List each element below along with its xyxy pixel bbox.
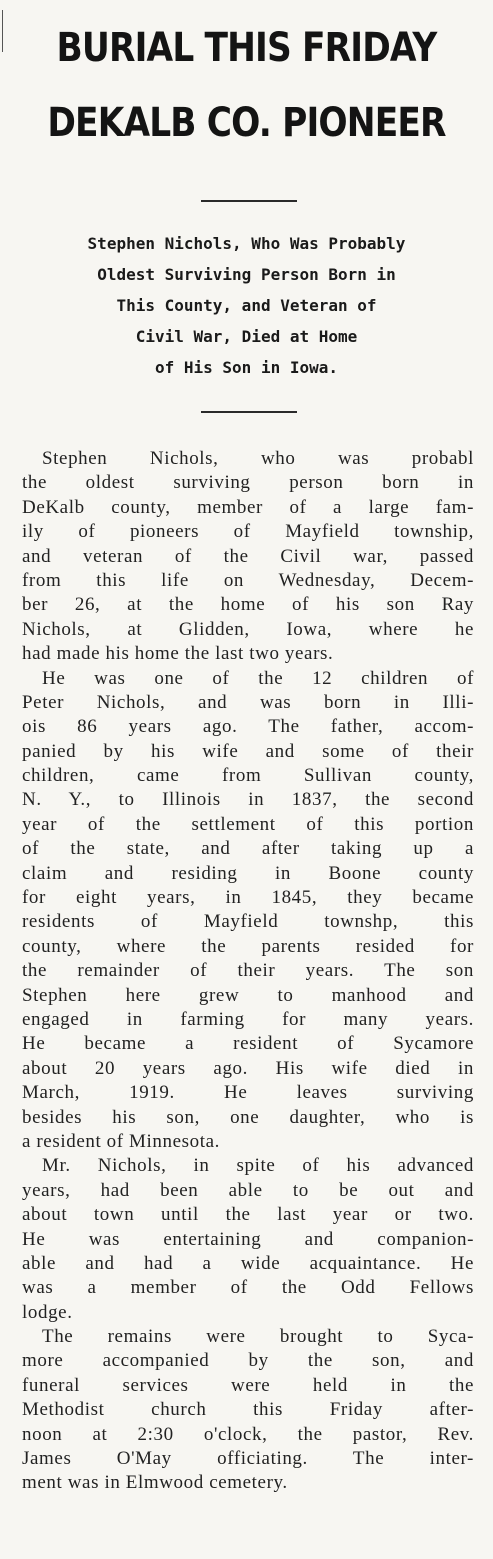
article-line: engaged in farming for many years. — [22, 1008, 474, 1030]
article-line: children, came from Sullivan county, — [22, 765, 474, 787]
deck-line: Stephen Nichols, Who Was Probably — [87, 234, 406, 253]
article-line: Peter Nichols, and was born in Illi- — [22, 691, 474, 713]
article-line: funeral services were held in the — [22, 1374, 474, 1396]
article-line: years, had been able to be out and — [22, 1179, 474, 1201]
article-line: James O'May officiating. The inter- — [22, 1448, 474, 1470]
article-line: the oldest surviving person born in — [22, 472, 474, 494]
article-line: Stephen Nichols, who was probabl — [42, 448, 474, 469]
subheadline-deck — [0, 228, 493, 383]
headline-line-2: DEKALB CO. PIONEER — [47, 100, 446, 146]
article-paragraph — [22, 667, 474, 1155]
article-line: and veteran of the Civil war, passed — [22, 545, 474, 567]
article-paragraph — [22, 1325, 474, 1496]
article-line: ber 26, at the home of his son Ray — [22, 594, 474, 616]
article-line: Mr. Nichols, in spite of his advanced — [42, 1155, 474, 1177]
article-line: more accompanied by the son, and — [22, 1350, 474, 1372]
article-line: March, 1919. He leaves surviving — [22, 1082, 474, 1104]
article-line: about 20 years ago. His wife died in — [22, 1057, 474, 1079]
article-line: was a member of the Odd Fellows — [22, 1277, 474, 1299]
article-line: Methodist church this Friday after- — [22, 1399, 474, 1421]
article-line: besides his son, one daughter, who is — [22, 1106, 474, 1128]
deck-line: Oldest Surviving Person Born in — [97, 265, 396, 284]
article-line: for eight years, in 1845, they became — [22, 887, 474, 909]
article-line: about town until the last year or two. — [22, 1204, 474, 1226]
article-line: The remains were brought to Syca- — [42, 1326, 474, 1348]
deck-line: This County, and Veteran of — [116, 296, 377, 315]
article-line: DeKalb county, member of a large fam- — [22, 496, 474, 518]
article-line: He was entertaining and companion- — [22, 1228, 474, 1250]
article-line: from this life on Wednesday, Decem- — [22, 569, 474, 591]
article-line: lodge. — [22, 1301, 73, 1323]
article-line: able and had a wide acquaintance. He — [22, 1252, 474, 1274]
article-line: Stephen here grew to manhood and — [22, 984, 474, 1006]
deck-line: Civil War, Died at Home — [135, 327, 358, 346]
article-line: N. Y., to Illinois in 1837, the second — [22, 789, 474, 811]
article-line: the remainder of their years. The son — [22, 960, 474, 982]
article-line: Nichols, at Glidden, Iowa, where he — [22, 618, 474, 640]
article-line: a resident of Minnesota. — [22, 1130, 221, 1152]
article-paragraph — [22, 447, 474, 667]
deck-line: of His Son in Iowa. — [154, 358, 339, 377]
article-line: ily of pioneers of Mayfield township, — [22, 521, 474, 543]
article-line: had made his home the last two years. — [22, 643, 334, 665]
headline-line-1: BURIAL THIS FRIDAY — [56, 25, 437, 71]
article-line: He became a resident of Sycamore — [22, 1033, 474, 1055]
separator-rule-top — [201, 200, 297, 202]
article-line: ois 86 years ago. The father, accom- — [22, 716, 474, 738]
article-line: panied by his wife and some of their — [22, 740, 474, 762]
article-line: He was one of the 12 children of — [42, 667, 474, 689]
page-edge-mark — [2, 10, 3, 52]
article-line: ment was in Elmwood cemetery. — [22, 1472, 288, 1494]
article-paragraph — [22, 1154, 474, 1325]
article-line: county, where the parents resided for — [22, 935, 474, 957]
article-line: of the state, and after taking up a — [22, 838, 474, 860]
article-line: claim and residing in Boone county — [22, 862, 474, 884]
article-line: residents of Mayfield townshp, this — [22, 911, 474, 933]
article-line: noon at 2:30 o'clock, the pastor, Rev. — [22, 1423, 474, 1445]
article-body — [22, 447, 474, 1496]
article-line: year of the settlement of this portion — [22, 813, 474, 835]
separator-rule-bottom — [201, 411, 297, 413]
